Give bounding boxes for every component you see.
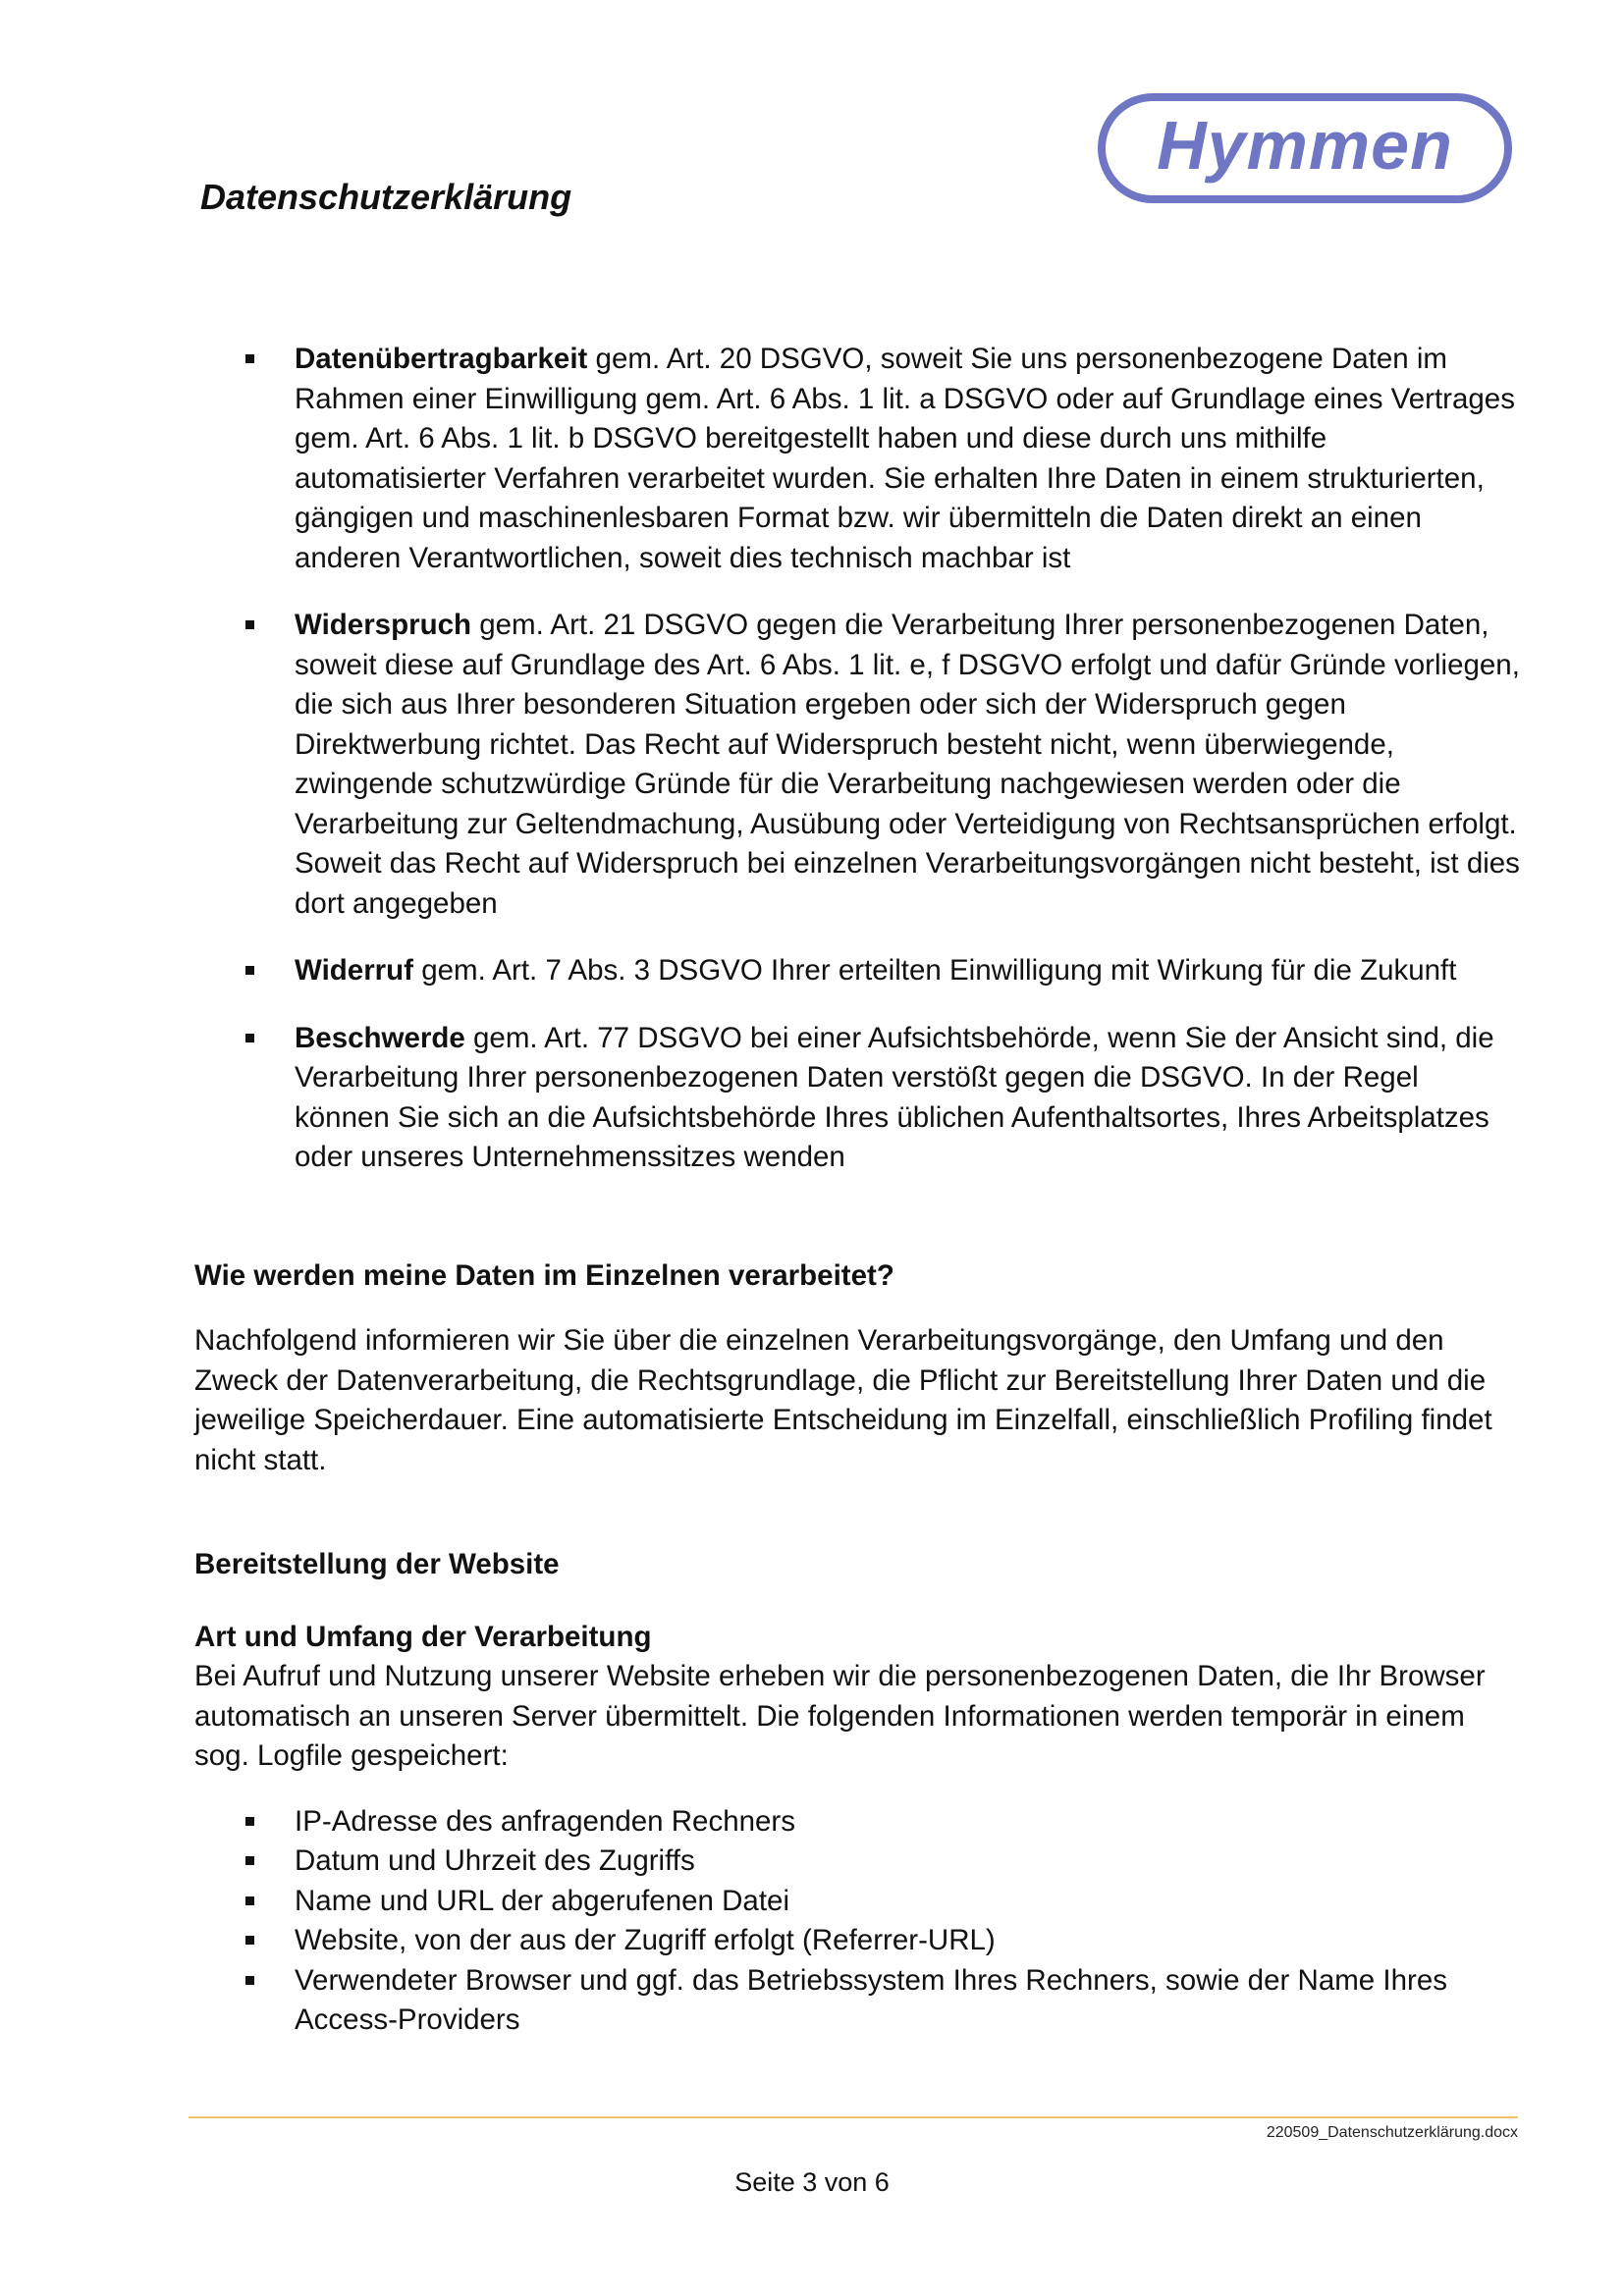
- logo-text: Hymmen: [1157, 107, 1453, 184]
- page-title: Datenschutzerklärung: [200, 177, 572, 217]
- rights-list: [194, 340, 1520, 1178]
- list-item-term: Beschwerde: [295, 1021, 465, 1054]
- list-item-text: gem. Art. 20 DSGVO, soweit Sie uns personenbezogene Daten im Rahmen einer Einwilligung gem. Art. 6 Abs. 1 lit. a DSGVO oder auf Grundlage eines Vertrages gem. Art. 6 Abs. 1 lit. b DSGVO bereitgestellt haben und diese durch uns mithilfe automatisierter Verfahren verarbeitet wurden. Sie erhalten Ihre Daten in einem strukturierten, gängigen und maschinenlesbaren Format bzw. wir übermitteln die Daten direkt an einen anderen Verantwortlichen, soweit dies technisch machbar ist: [295, 343, 1515, 574]
- logfile-list: [194, 1802, 1520, 2041]
- website-subheading: Art und Umfang der Verarbeitung: [194, 1620, 652, 1653]
- list-item: Website, von der aus der Zugriff erfolgt (Referrer-URL): [194, 1921, 1520, 1961]
- footer-filename: 220509_Datenschutzerklärung.docx: [1266, 2124, 1518, 2141]
- processing-paragraph: Nachfolgend informieren wir Sie über die einzelnen Verarbeitungsvorgänge, den Umfang und den Zweck der Datenverarbeitung, die Rechtsgrundlage, die Pflicht zur Bereitstellung Ihrer Daten und die jeweilige Speicherdauer. Eine automatisierte Entscheidung im Einzelfall, einschließlich Profiling findet nicht statt.: [194, 1324, 1492, 1476]
- list-item: [194, 951, 1520, 991]
- list-item-term: Widerspruch: [295, 609, 472, 641]
- footer-divider: [189, 2116, 1518, 2118]
- company-logo: [1098, 93, 1512, 203]
- list-item-text: gem. Art. 77 DSGVO bei einer Aufsichtsbehörde, wenn Sie der Ansicht sind, die Verarbeitung Ihrer personenbezogenen Daten verstößt gegen die DSGVO. In der Regel können Sie sich an die Aufsichtsbehörde Ihres üblichen Aufenthaltsortes, Ihres Arbeitsplatzes oder unseres Unternehmenssitzes wenden: [295, 1021, 1494, 1173]
- list-item-text: gem. Art. 7 Abs. 3 DSGVO Ihrer erteilten Einwilligung mit Wirkung für die Zukunft: [413, 954, 1457, 987]
- page-number: Seite 3 von 6: [734, 2167, 890, 2197]
- list-item: [194, 1019, 1520, 1178]
- list-item: [194, 340, 1520, 578]
- website-paragraph: Bei Aufruf und Nutzung unserer Website erheben wir die personenbezogenen Daten, die Ihr Browser automatisch an unseren Server übermittelt. Die folgenden Informationen werden temporär in einem sog. Logfile gespeichert:: [194, 1660, 1486, 1772]
- list-item: IP-Adresse des anfragenden Rechners: [194, 1802, 1520, 1842]
- processing-heading: Wie werden meine Daten im Einzelnen verarbeitet?: [194, 1258, 894, 1292]
- list-item: Verwendeter Browser und ggf. das Betriebssystem Ihres Rechners, sowie der Name Ihres Access-Providers: [194, 1961, 1520, 2041]
- list-item: Datum und Uhrzeit des Zugriffs: [194, 1842, 1520, 1882]
- list-item-text: gem. Art. 21 DSGVO gegen die Verarbeitung Ihrer personenbezogenen Daten, soweit diese auf Grundlage des Art. 6 Abs. 1 lit. e, f DSGVO erfolgt und dafür Gründe vorliegen, die sich aus Ihrer besonderen Situation ergeben oder sich der Widerspruch gegen Direktwerbung richtet. Das Recht auf Widerspruch besteht nicht, wenn überwiegende, zwingende schutzwürdige Gründe für die Verarbeitung nachgewiesen werden oder die Verarbeitung zur Geltendmachung, Ausübung oder Verteidigung von Rechtsansprüchen erfolgt. Soweit das Recht auf Widerspruch bei einzelnen Verarbeitungsvorgängen nicht besteht, ist dies dort angegeben: [295, 609, 1520, 920]
- document-body: [194, 340, 1520, 2041]
- list-item-term: Widerruf: [295, 954, 414, 987]
- list-item: Name und URL der abgerufenen Datei: [194, 1882, 1520, 1922]
- list-item: [194, 606, 1520, 924]
- list-item-term: Datenübertragbarkeit: [295, 343, 588, 375]
- website-heading: Bereitstellung der Website: [194, 1548, 560, 1580]
